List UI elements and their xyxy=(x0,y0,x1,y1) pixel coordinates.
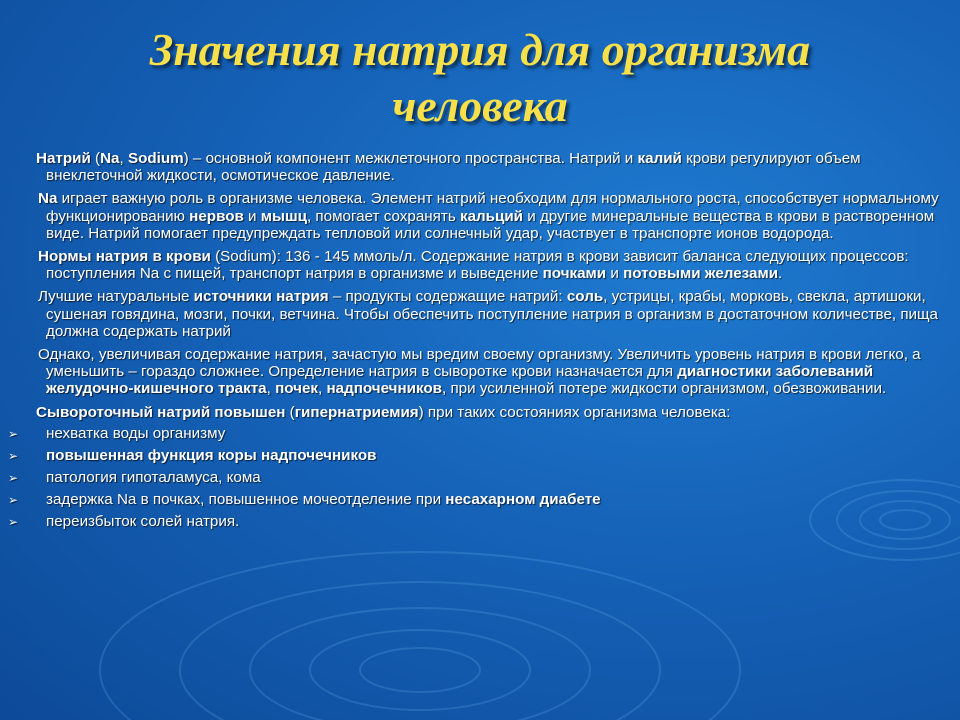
slide-title-line2: человека xyxy=(392,80,568,131)
list-item: ➢ патология гипоталамуса, кома xyxy=(20,467,950,489)
arrow-bullet-icon: ➢ xyxy=(8,470,19,485)
arrow-bullet-icon: ➢ xyxy=(8,426,19,441)
list-item: ➢ переизбыток солей натрия. xyxy=(20,511,950,533)
paragraph-norms: Нормы натрия в крови (Sodium): 136 - 145 ммоль/л. Содержание натрия в крови зависит баланса следующих процессов: поступления Na с пищей, транспорт натрия в организме и выведение почками и потовыми железами. xyxy=(38,248,909,283)
paragraph-definition: Натрий (Na, Sodium) – основной компонент межклеточного пространства. Натрий и калий крови регулируют объем внеклеточной жидкости, осмотическое давление. xyxy=(36,150,861,185)
paragraph-role: Na играет важную роль в организме человека. Элемент натрий необходим для нормального роста, способствует нормальному функционированию нервов и мышц, помогает сохранять кальций и другие минеральные вещества в крови в растворенном виде. Натрий помогает предупреждать тепловой или солнечный удар, участвует в транспорте ионов водорода. xyxy=(38,190,939,242)
paragraph-diagnostics: Однако, увеличивая содержание натрия, зачастую мы вредим своему организму. Увеличить уровень натрия в крови легко, а уменьшить – гораздо сложнее. Определение натрия в сыворотке крови назначается для диагностики заболеваний желудочно-кишечного тракта, почек, надпочечников, при усиленной потере жидкости организмом, обезвоживании. xyxy=(38,346,921,398)
arrow-bullet-icon: ➢ xyxy=(8,448,19,463)
list-item: ➢ задержка Na в почках, повышенное мочеотделение при несахарном диабете xyxy=(20,489,950,511)
arrow-bullet-icon: ➢ xyxy=(8,514,19,529)
paragraph-hypernatremia: Сывороточный натрий повышен (гипернатриемия) при таких состояниях организма человека: xyxy=(36,403,731,421)
conditions-list xyxy=(8,423,950,533)
slide-body xyxy=(8,150,950,533)
list-item: ➢ нехватка воды организму xyxy=(20,423,950,445)
arrow-bullet-icon: ➢ xyxy=(8,492,19,507)
list-item: ➢ повышенная функция коры надпочечников xyxy=(20,445,950,467)
slide-title xyxy=(0,22,960,134)
paragraph-sources: Лучшие натуральные источники натрия – продукты содержащие натрий: соль, устрицы, крабы, морковь, свекла, артишоки, сушеная говядина, мозги, почки, ветчина. Чтобы обеспечить поступление натрия в организм в достаточном количестве, пища должна содержать натрий xyxy=(38,288,938,340)
slide-title-line1: Значения натрия для организма xyxy=(149,24,811,75)
